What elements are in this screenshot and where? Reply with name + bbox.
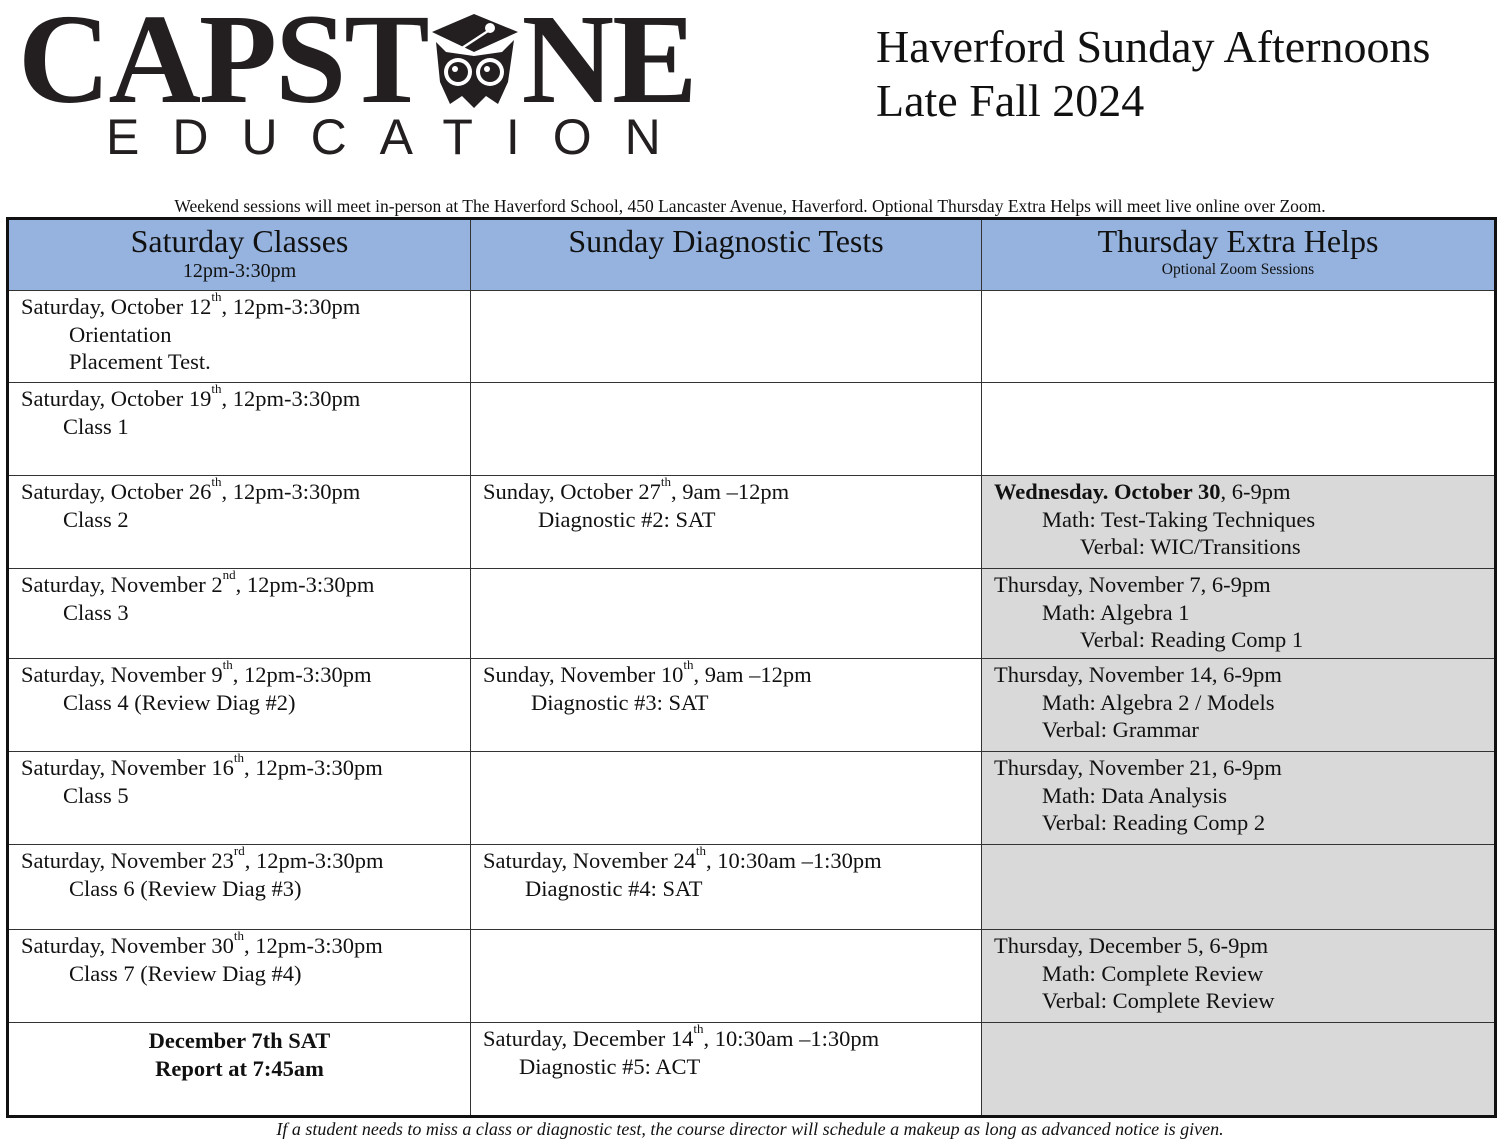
line-text-rest: , 9am –12pm [693,662,812,687]
sun-cell [471,476,982,569]
sat-cell [8,752,471,845]
line-text: Saturday, November 2 [21,572,223,597]
line-text: Placement Test. [69,349,211,374]
sun-cell [471,569,982,659]
sun-cell [471,930,982,1023]
sat-cell [8,1023,471,1117]
line-text: Thursday, November 7, 6-9pm [994,572,1271,597]
schedule-table [6,217,1497,1118]
bold-text: December 7th SAT [148,1028,331,1053]
table-row [8,569,1496,659]
cell-line [21,506,458,534]
cell-line [21,782,458,810]
line-text-rest: , 12pm-3:30pm [235,572,375,597]
cell-line [994,661,1482,689]
line-text-rest: , 12pm-3:30pm [221,479,361,504]
table-row [8,476,1496,569]
cell-line [483,1021,969,1053]
line-text: Math: Test-Taking Techniques [1042,506,1316,532]
ordinal-suffix: rd [233,843,245,858]
cell-line [483,506,969,534]
line-text: Class 4 (Review Diag #2) [63,689,296,715]
line-text: Thursday, December 5, 6-9pm [994,933,1269,958]
cell-line [21,474,458,506]
title-line-1: Haverford Sunday Afternoons [876,21,1431,72]
header-thursday-extra-helps [982,219,1496,291]
line-text: Class 5 [63,782,129,808]
sat-cell [8,476,471,569]
line-text: Diagnostic #4: SAT [525,875,703,901]
line-text: Verbal: WIC/Transitions [1080,534,1301,559]
sat-cell [8,383,471,476]
column-subtitle: 12pm-3:30pm [182,260,297,282]
column-title: Sunday Diagnostic Tests [568,223,884,259]
cell-line [994,689,1482,717]
line-text: Class 3 [63,599,129,625]
cell-line [483,474,969,506]
line-text: Verbal: Reading Comp 1 [1080,627,1304,652]
document-title [876,20,1430,128]
logo-subtitle: EDUCATION [106,109,694,165]
line-text: Saturday, November 16 [21,755,234,780]
cell-line [994,960,1482,988]
table-row [8,752,1496,845]
sun-cell [471,659,982,752]
thu-cell [982,569,1496,659]
line-text-rest: , 12pm-3:30pm [244,848,384,873]
cell-line [483,689,969,717]
ordinal-suffix: th [211,474,222,489]
sat-cell [8,291,471,383]
line-text: Class 2 [63,506,129,532]
cell-line [21,413,458,441]
ordinal-suffix: nd [222,567,236,582]
line-text-rest: , 12pm-3:30pm [244,755,383,780]
line-text: Thursday, November 21, 6-9pm [994,755,1282,780]
capstone-education-logo [18,0,758,165]
cell-line [21,289,458,321]
thu-cell [982,476,1496,569]
line-text-rest: , 12pm-3:30pm [221,294,361,319]
line-text: Orientation [69,321,172,347]
column-subtitle: Optional Zoom Sessions [1161,261,1315,278]
cell-line [21,750,458,782]
line-text: Class 7 (Review Diag #4) [69,960,302,986]
column-title: Saturday Classes [130,223,349,259]
cell-line [21,348,458,376]
thu-cell [982,659,1496,752]
sat-cell [8,845,471,930]
table-row [8,659,1496,752]
table-row [8,291,1496,383]
thu-cell [982,1023,1496,1117]
line-text-rest: , 10:30am –1:30pm [706,848,882,873]
ordinal-suffix: th [233,750,244,765]
sun-cell [471,291,982,383]
line-text: Saturday, November 9 [21,662,223,687]
line-text: Saturday, November 23 [21,848,234,873]
sun-cell [471,1023,982,1117]
line-text: Saturday, December 14 [483,1026,694,1051]
logo-text-left: CAPST [18,0,428,130]
line-text: Saturday, October 12 [21,294,212,319]
cell-line [21,1027,458,1055]
cell-line [21,843,458,875]
table-row [8,1023,1496,1117]
ordinal-suffix: th [211,381,222,396]
title-line-2: Late Fall 2024 [876,75,1145,126]
cell-line [483,657,969,689]
line-text: Saturday, October 19 [21,386,212,411]
ordinal-suffix: th [695,843,706,858]
cell-line [994,782,1482,810]
line-text: Math: Algebra 1 [1042,599,1190,625]
cell-line [21,960,458,988]
line-text: Diagnostic #3: SAT [531,689,709,715]
ordinal-suffix: th [222,657,233,672]
line-text-rest: , 12pm-3:30pm [232,662,372,687]
line-text: Thursday, November 14, 6-9pm [994,662,1282,687]
sat-cell [8,569,471,659]
ordinal-suffix: th [660,474,672,489]
cell-line [994,626,1482,654]
line-text: Verbal: Reading Comp 2 [1042,810,1266,835]
bold-text: Wednesday. October 30 [994,479,1221,504]
line-text-rest: , 12pm-3:30pm [221,386,361,411]
sun-cell [471,752,982,845]
cell-line [483,1053,969,1081]
cell-line [21,1055,458,1083]
thu-cell [982,845,1496,930]
line-text: Verbal: Complete Review [1042,988,1275,1013]
thu-cell [982,291,1496,383]
ordinal-suffix: th [683,657,694,672]
sat-cell [8,659,471,752]
logo-text-right: NE [521,0,696,130]
cell-line [994,754,1482,782]
ordinal-suffix: th [233,928,244,943]
cell-line [994,533,1482,561]
cell-line [994,716,1482,744]
column-title: Thursday Extra Helps [1097,223,1379,259]
table-row [8,930,1496,1023]
thu-cell [982,930,1496,1023]
header-saturday-classes [8,219,471,291]
table-row [8,845,1496,930]
cell-line [994,809,1482,837]
cell-line [994,506,1482,534]
line-text: Sunday, October 27 [483,479,661,504]
line-text: Saturday, November 24 [483,848,696,873]
line-text: Verbal: Grammar [1042,717,1199,742]
cell-line [483,843,969,875]
sat-cell [8,930,471,1023]
cell-line [21,599,458,627]
makeup-policy-note: If a student needs to miss a class or diagnostic test, the course director will schedule a makeup as long as advanced notice is given. [276,1119,1224,1139]
line-text-rest: , 12pm-3:30pm [244,933,383,958]
cell-line [21,928,458,960]
cell-line [21,657,458,689]
cell-line [994,478,1482,506]
line-text: Math: Algebra 2 / Models [1042,689,1275,715]
bold-text: Report at 7:45am [155,1055,324,1081]
cell-line [483,875,969,903]
sun-cell [471,845,982,930]
cell-line [21,381,458,413]
cell-line [994,987,1482,1015]
line-text: Saturday, November 30 [21,933,234,958]
owl-icon [428,12,520,112]
cell-line [21,567,458,599]
table-row [8,383,1496,476]
cell-line [21,321,458,349]
line-text: Sunday, November 10 [483,662,684,687]
cell-line [994,599,1482,627]
header-sunday-diagnostic-tests [471,219,982,291]
cell-line [21,689,458,717]
cell-line [994,932,1482,960]
table-header-row [8,219,1496,291]
cell-line [21,875,458,903]
line-text-rest: , 9am –12pm [671,479,790,504]
cell-line [994,571,1482,599]
ordinal-suffix: th [693,1021,704,1036]
thu-cell [982,752,1496,845]
ordinal-suffix: th [211,289,222,304]
line-text: Math: Data Analysis [1042,782,1227,808]
line-text: Math: Complete Review [1042,960,1264,986]
location-note: Weekend sessions will meet in-person at The Haverford School, 450 Lancaster Avenue, Haverford. Optional Thursday Extra Helps will meet live online over Zoom. [174,196,1326,216]
thu-cell [982,383,1496,476]
line-text-rest: , 6-9pm [1220,479,1291,504]
line-text-rest: , 10:30am –1:30pm [703,1026,880,1051]
line-text: Class 6 (Review Diag #3) [69,875,302,901]
line-text: Saturday, October 26 [21,479,212,504]
line-text: Diagnostic #2: SAT [538,506,716,532]
line-text: Class 1 [63,413,129,439]
sun-cell [471,383,982,476]
line-text: Diagnostic #5: ACT [519,1053,701,1079]
